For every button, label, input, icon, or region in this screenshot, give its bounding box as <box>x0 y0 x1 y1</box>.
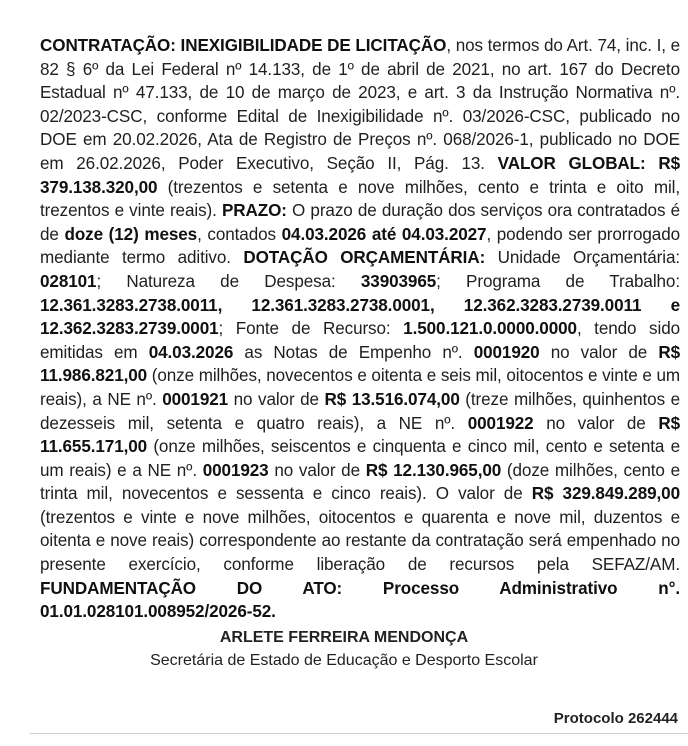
body-text-run: ; Fonte de Recurso: <box>218 319 404 339</box>
signer-name: ARLETE FERREIRA MENDONÇA <box>219 629 469 646</box>
emphasized-text: R$ 11.655.171,00 <box>40 413 680 457</box>
emphasized-text: 1.500.121.0.0000.0000 <box>403 319 577 339</box>
emphasized-text: doze (12) meses <box>64 224 198 244</box>
body-text-run: , tendo sido emitidas em <box>40 319 681 362</box>
signature-block <box>0 628 688 672</box>
emphasized-text: 04.03.2026 <box>148 342 234 362</box>
protocol-number: Protocolo 262444 <box>553 710 678 727</box>
publication-notice <box>40 34 680 624</box>
body-text-run: , nos termos do Art. 74, inc. I, e 82 § 6º da Lei Federal nº 14.133, de 1º de abril de 2021, no art. 167 do Decreto Estadual nº 47.133, de 10 de março de 2023, e art. 3 da Instrução Normativa nº. 02/2023-CSC, conforme Edital de Inexigibilidade nº. 03/2026-CSC, publicado no DOE em 20.02.2026, Ata de Registro de Preços nº. 068/2026-1, publicado no DOE em 26.02.2026, Poder Executivo, Seção II, Pág. 13. <box>40 36 680 173</box>
body-text-run: no valor de <box>539 342 659 362</box>
emphasized-text: 0001920 <box>473 342 540 362</box>
body-text-run: (onze milhões, seiscentos e cinquenta e cinco mil, cento e setenta e um reais) e a NE nº. <box>40 437 680 480</box>
emphasized-text: CONTRATAÇÃO: INEXIGIBILIDADE DE LICITAÇÃO <box>40 36 447 55</box>
emphasized-text: 0001921 <box>162 389 229 409</box>
body-text-run: ; Programa de Trabalho: <box>436 271 680 291</box>
body-text-run: ; Natureza de Despesa: <box>96 271 361 291</box>
emphasized-text: R$ 329.849.289,00 <box>531 484 680 504</box>
body-text-run: (onze milhões, novecentos e oitenta e seis mil, oitocentos e vinte e um reais), a NE nº. <box>40 366 680 409</box>
emphasized-text: PRAZO: <box>221 201 287 221</box>
emphasized-text: 33903965 <box>360 271 437 291</box>
emphasized-text: 028101 <box>40 271 97 291</box>
emphasized-text: 0001923 <box>202 460 269 480</box>
emphasized-text: 12.361.3283.2738.0011, 12.361.3283.2738.0001, 12.362.3283.2739.0011 e 12.362.3283.2739.0001 <box>40 295 680 339</box>
body-text-run: O prazo de duração dos serviços ora contratados é de <box>40 201 680 244</box>
emphasized-text: R$ 12.130.965,00 <box>365 460 502 480</box>
emphasized-text: VALOR GLOBAL: R$ 379.138.320,00 <box>40 153 680 197</box>
bottom-divider <box>30 733 688 734</box>
body-text-run: (trezentos e setenta e nove milhões, cento e trinta e oito mil, trezentos e vinte reais). <box>40 177 680 221</box>
body-text-run: no valor de <box>533 413 659 433</box>
emphasized-text: 0001922 <box>467 413 534 433</box>
body-text-run: (treze milhões, quinhentos e dezesseis mil, setenta e quatro reais), a NE nº. <box>40 389 680 433</box>
emphasized-text: FUNDAMENTAÇÃO DO ATO: Processo Administrativo n°. 01.01.028101.008952/2026-52. <box>40 578 680 622</box>
contract-notice-paragraph <box>40 34 680 624</box>
emphasized-text: R$ 11.986.821,00 <box>40 342 680 386</box>
body-text-run: Unidade Orçamentária: <box>485 248 680 268</box>
emphasized-text: R$ 13.516.074,00 <box>324 389 460 409</box>
body-text-run: as Notas de Empenho nº. <box>233 342 474 362</box>
emphasized-text: DOTAÇÃO ORÇAMENTÁRIA: <box>243 248 486 268</box>
body-text-run: (trezentos e vinte e nove milhões, oitocentos e quarenta e nove mil, duzentos e oitenta e nove reais) correspondente ao restante da contratação será empenhado no presente exercício, conforme liberação de recursos pela SEFAZ/AM. <box>40 507 680 575</box>
body-text-run: no valor de <box>268 460 366 480</box>
body-text-run: no valor de <box>228 389 325 409</box>
body-text-run: , contados <box>197 224 282 244</box>
signer-role: Secretária de Estado de Educação e Desporto Escolar <box>150 652 538 669</box>
body-text-run: (doze milhões, cento e trinta mil, novecentos e sessenta e cinco reais). O valor de <box>40 460 680 504</box>
emphasized-text: 04.03.2026 até 04.03.2027 <box>281 224 487 244</box>
body-text-run: , podendo ser prorrogado mediante termo aditivo. <box>40 224 681 268</box>
